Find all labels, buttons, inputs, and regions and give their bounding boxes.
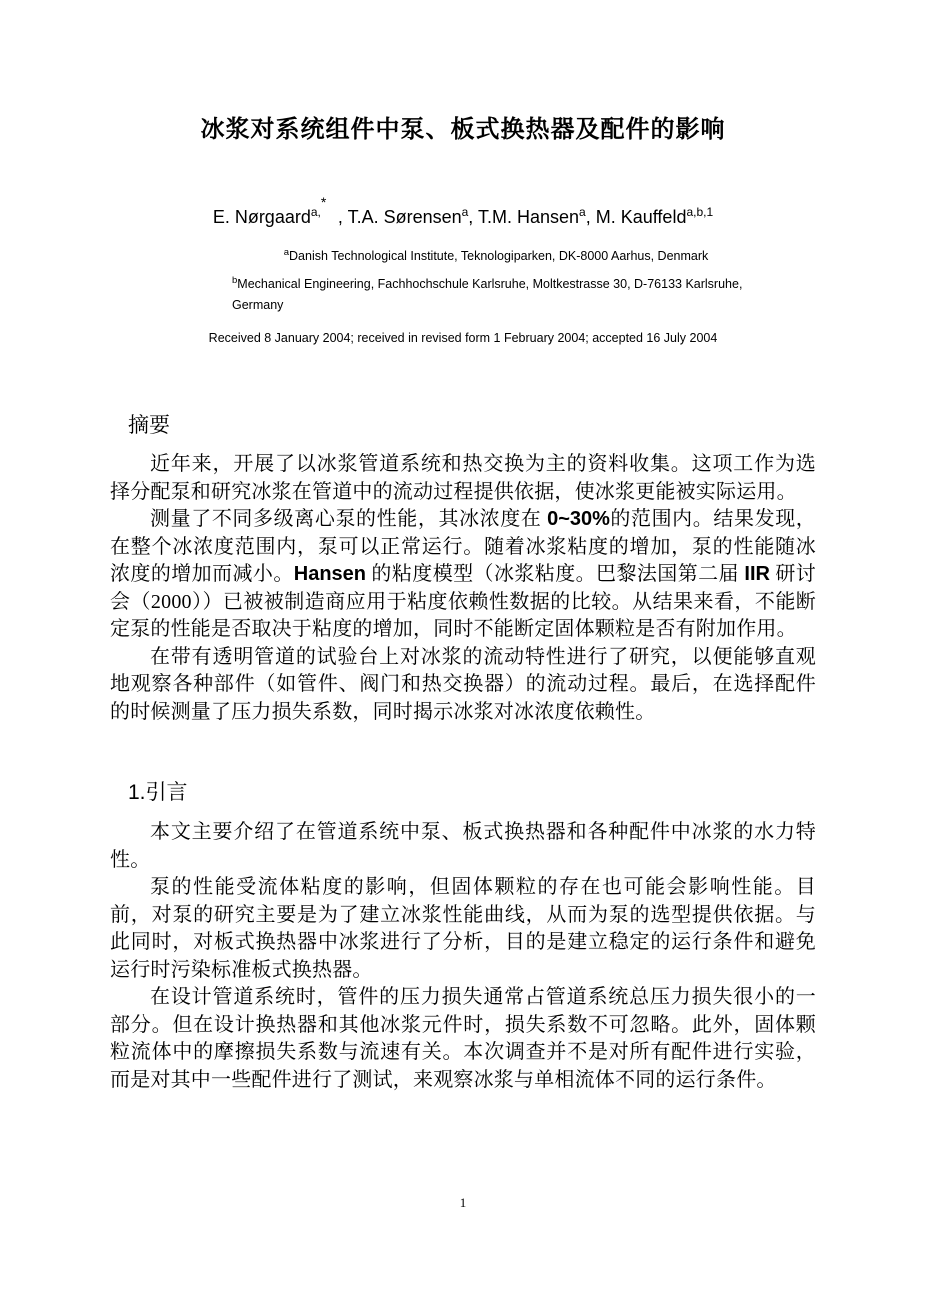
text-run: 的粘度模型（冰浆粘度。巴黎法国第二届	[366, 563, 745, 585]
introduction-body	[110, 819, 816, 1094]
latin-text-run: 1.	[128, 781, 146, 804]
text-run: 研讨会（2000））已被被制造商应用于粘度依赖性数据的比较。从结果来看，不能断定泵的性能是否取决于粘度的增加，同时不能断定固体颗粒是否有附加作用。	[110, 563, 816, 640]
author-separator: ,	[468, 207, 478, 227]
text-run: 的范围内。结果发现，在整个冰浓度范围内，泵可以正常运行。随着冰浆粘度的增加，泵的性能随冰浓度的增加而减小。	[110, 508, 817, 585]
abstract-paragraph	[110, 451, 816, 506]
latin-text-run: IIR	[744, 563, 770, 585]
text-run: 近年来，开展了以冰浆管道系统和热交换为主的资料收集。这项工作为选择分配泵和研究冰浆在管道中的流动过程提供依据，使冰浆更能被实际运用。	[110, 453, 816, 503]
author-4	[586, 207, 713, 227]
affiliation-b-marker: b	[232, 275, 238, 286]
text-run: 在带有透明管道的试验台上对冰浆的流动特性进行了研究，以便能够直观地观察各种部件（如管件、阀门和热交换器）的流动过程。最后，在选择配件的时候测量了压力损失系数，同时揭示冰浆对冰浓度依赖性。	[110, 645, 816, 723]
author-3-name: T.M. Hansen	[477, 207, 580, 227]
latin-text-run: Hansen	[293, 563, 367, 585]
text-run: 泵的性能受流体粘度的影响，但固体颗粒的存在也可能会影响性能。目前，对泵的研究主要是为了建立冰浆性能曲线，从而为泵的选型提供依据。与此同时，对板式换热器中冰浆进行了分析，目的是建立稳定的运行条件和避免运行时污染标准板式换热器。	[110, 876, 816, 981]
author-separator: ,	[332, 207, 348, 227]
affiliations-block	[232, 246, 760, 316]
latin-text-run: 0~30%	[547, 508, 610, 530]
author-3-affiliation-marker: a	[579, 205, 586, 219]
abstract-body	[110, 451, 816, 726]
introduction-heading	[110, 778, 816, 807]
paper-title: 冰浆对系统组件中泵、板式换热器及配件的影响	[200, 116, 726, 143]
author-1-affiliation-marker: a,	[310, 205, 321, 219]
author-2-affiliation-marker: a	[461, 205, 469, 219]
introduction-paragraph	[110, 874, 816, 984]
page-number: 1	[459, 1195, 467, 1210]
text-run: 引言	[145, 780, 188, 804]
author-1	[212, 194, 333, 227]
affiliation-b-text: Mechanical Engineering, Fachhochschule Karlsruhe, Moltkestrasse 30, D-76133 Karlsruhe, Germany	[232, 277, 743, 312]
text-run: 本文主要介绍了在管道系统中泵、板式换热器和各种配件中冰浆的水力特性。	[110, 821, 816, 871]
author-separator: ,	[585, 207, 596, 227]
abstract-heading: 摘要	[128, 413, 170, 437]
affiliation-a-text: Danish Technological Institute, Teknologiparken, DK-8000 Aarhus, Denmark	[289, 249, 709, 263]
author-2	[333, 207, 468, 227]
author-2-name: T.A. Sørensen	[347, 207, 462, 227]
author-3	[468, 207, 585, 227]
text-run: 测量了不同多级离心泵的性能，其冰浓度在	[150, 508, 548, 530]
author-4-name: M. Kauffeld	[595, 207, 687, 227]
text-run: 在设计管道系统时，管件的压力损失通常占管道系统总压力损失很小的一部分。但在设计换热器和其他冰浆元件时，损失系数不可忽略。此外，固体颗粒流体中的摩擦损失系数与流速有关。本次调查并不是对所有配件进行实验，而是对其中一些配件进行了测试，来观察冰浆与单相流体不同的运行条件。	[110, 986, 816, 1091]
introduction-paragraph	[110, 984, 816, 1094]
abstract-paragraph	[110, 506, 816, 644]
author-line	[110, 191, 816, 230]
introduction-paragraph	[110, 819, 816, 874]
affiliation-b	[232, 274, 760, 316]
author-1-name: E. Nørgaard	[212, 207, 311, 227]
affiliation-a-marker: a	[283, 247, 290, 258]
received-dates-line: Received 8 January 2004; received in revised form 1 February 2004; accepted 16 July 2004	[208, 331, 718, 345]
author-4-affiliation-marker: a,b,1	[686, 205, 714, 219]
corresponding-author-asterisk: *	[320, 194, 327, 210]
abstract-paragraph	[110, 644, 816, 727]
affiliation-a	[232, 246, 760, 267]
